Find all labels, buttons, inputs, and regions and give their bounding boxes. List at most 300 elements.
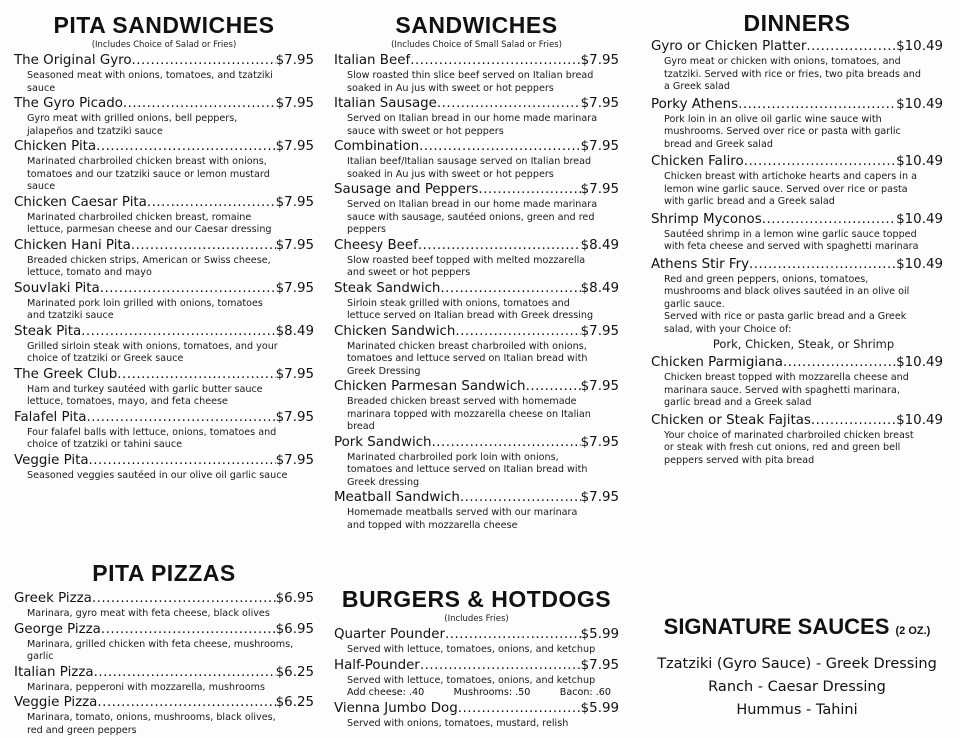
menu-item-description xyxy=(347,199,619,237)
menu-item-description xyxy=(347,644,619,657)
dot-leader xyxy=(783,355,896,371)
menu-item xyxy=(14,139,314,194)
menu-item-row xyxy=(651,39,943,55)
section-note: (Includes Choice of Small Salad or Fries) xyxy=(391,40,562,50)
menu-item-row xyxy=(334,658,619,674)
description-line: lemon wine garlic sauce. Served over rice or pasta xyxy=(664,183,908,195)
description-line: tomatoes and lettuce served on Italian bread with xyxy=(347,464,588,475)
menu-item-price: $8.49 xyxy=(580,280,619,296)
section-title: BURGERS & HOTDOGS xyxy=(341,586,612,612)
description-line: Homemade meatballs served with our marinara xyxy=(347,507,578,518)
menu-item-description xyxy=(27,384,314,409)
description-line: sauce with sausage, sautéed onions, green and red xyxy=(347,211,595,223)
dot-leader xyxy=(96,139,276,155)
menu-item xyxy=(334,281,619,323)
menu-item-description xyxy=(347,675,619,688)
description-line: Marinated charbroiled chicken breast, romaine xyxy=(27,211,252,223)
menu-item-price: $7.95 xyxy=(580,139,619,154)
menu-item-name: Falafel Pita xyxy=(14,409,87,425)
description-line: Slow roasted beef topped with melted mozzarella xyxy=(347,254,586,266)
menu-item-row xyxy=(334,435,619,451)
menu-item xyxy=(651,154,943,209)
menu-item-price: $7.95 xyxy=(580,379,619,394)
menu-item-row xyxy=(651,257,943,273)
menu-item-row xyxy=(334,238,619,254)
section-title: SANDWICHES xyxy=(395,12,558,38)
description-line: Marinated pork loin grilled with onions, tomatoes xyxy=(27,297,263,309)
burgers-section xyxy=(334,586,619,731)
menu-item xyxy=(334,182,619,237)
menu-item xyxy=(334,435,619,490)
menu-item xyxy=(14,281,314,323)
description-line: Served on Italian bread in our home made marinara xyxy=(347,113,598,124)
burger-addons xyxy=(347,687,611,700)
menu-item-description xyxy=(347,113,619,138)
menu-item-description xyxy=(347,298,619,323)
dot-leader xyxy=(87,410,276,426)
description-line: soaked in Au jus with sweet or hot peppers xyxy=(347,168,554,180)
description-line: Served with rice or pasta garlic bread and a Greek xyxy=(664,311,907,322)
menu-item xyxy=(14,238,314,280)
section-note: (Includes Choice of Salad or Fries) xyxy=(91,40,237,50)
dot-leader xyxy=(410,53,580,69)
menu-item-name: The Gyro Picado xyxy=(14,96,123,111)
description-line: bread and Greek salad xyxy=(664,138,773,150)
menu-item-name: Gyro or Chicken Platter xyxy=(651,39,807,54)
menu-item-name: Chicken Caesar Pita xyxy=(14,194,147,210)
description-line: Chicken breast with artichoke hearts and capers in a xyxy=(664,171,917,182)
menu-item-description xyxy=(664,229,943,254)
menu-item-row xyxy=(14,695,314,711)
addon-bacon: Bacon: .60 xyxy=(559,687,611,698)
menu-item-name: Italian Sausage xyxy=(334,96,437,111)
description-line: marinara topped with mozzarella cheese on Italian xyxy=(347,408,591,420)
menu-item-description xyxy=(27,341,314,366)
description-line: peppers xyxy=(347,224,387,235)
description-line: Chicken breast topped with mozzarella cheese and xyxy=(664,372,909,383)
menu-item-name: Veggie Pizza xyxy=(14,695,98,710)
description-line: and topped with mozzarella cheese xyxy=(347,519,518,531)
menu-item-price: $6.95 xyxy=(275,591,314,606)
pita-pizza-list xyxy=(14,591,314,737)
menu-item-name: Chicken Faliro xyxy=(651,154,744,169)
menu-item xyxy=(334,379,619,434)
description-line: choice of tzatziki or Greek sauce xyxy=(27,353,184,364)
dot-leader xyxy=(131,238,276,254)
menu-item-description xyxy=(347,156,619,181)
sandwiches-section xyxy=(334,12,619,533)
burger-list xyxy=(334,627,619,730)
menu-item-row xyxy=(334,96,619,112)
menu-item xyxy=(651,97,943,152)
menu-item-description xyxy=(27,608,314,621)
menu-item-price: $7.95 xyxy=(580,434,619,450)
menu-item-row xyxy=(334,701,619,717)
menu-item-name: The Original Gyro xyxy=(14,53,132,68)
menu-item-description xyxy=(347,396,619,434)
description-line: choice of tzatziki or tahini sauce xyxy=(27,439,183,450)
description-line: with garlic bread and a Greek salad xyxy=(664,196,835,207)
menu-item-row xyxy=(651,212,943,228)
description-line: Ham and turkey sautéed with garlic butter sauce xyxy=(27,383,263,395)
description-line: lettuce served on Italian bread with Greek dressing xyxy=(347,310,594,321)
description-line: Served with lettuce, tomatoes, onions, and ketchup xyxy=(347,674,596,686)
description-line: Sautéed shrimp in a lemon wine garlic sauce topped xyxy=(664,228,917,240)
sauce-line: Ranch - Caesar Dressing xyxy=(708,679,886,695)
dot-leader xyxy=(445,627,581,643)
menu-item xyxy=(14,96,314,138)
description-line: lettuce, tomato and mayo xyxy=(27,267,152,278)
menu-item-row xyxy=(334,379,619,395)
menu-item-row xyxy=(334,490,619,506)
menu-item-price: $10.49 xyxy=(896,154,943,169)
menu-item-name: Steak Sandwich xyxy=(334,280,441,296)
menu-item xyxy=(334,53,619,95)
menu-item-row xyxy=(334,182,619,198)
menu-item-description xyxy=(27,70,314,95)
dot-leader xyxy=(117,367,275,383)
menu-item-name: Meatball Sandwich xyxy=(334,490,460,505)
description-line: lettuce, parmesan cheese and our Caesar dressing xyxy=(27,224,272,235)
protein-choice: Pork, Chicken, Steak, or Shrimp xyxy=(712,337,895,351)
description-line: Served with onions, tomatoes, mustard, relish xyxy=(347,717,569,729)
dot-leader xyxy=(460,490,581,506)
description-line: sauce with sweet or hot peppers xyxy=(347,125,504,137)
menu-item-price: $7.95 xyxy=(275,452,314,468)
menu-item-description xyxy=(347,507,619,532)
menu-item-price: $10.49 xyxy=(896,96,943,112)
menu-item-row xyxy=(14,665,314,681)
menu-item xyxy=(334,627,619,657)
description-line: garlic sauce. xyxy=(664,298,725,310)
menu-item-description xyxy=(27,113,314,138)
menu-item-name: Sausage and Peppers xyxy=(334,182,479,197)
dot-leader xyxy=(749,257,896,273)
description-line: lettuce, tomatoes, mayo, and feta cheese xyxy=(27,396,228,407)
menu-item-description xyxy=(27,427,314,452)
dot-leader xyxy=(744,154,896,170)
menu-item xyxy=(334,238,619,280)
description-line: mushrooms. Served over rice or pasta with garlic xyxy=(664,126,901,137)
menu-item-price: $7.95 xyxy=(580,657,619,673)
dot-leader xyxy=(132,53,276,69)
menu-item xyxy=(334,658,619,688)
description-line: mushrooms and black olives sautéed in an olive oil xyxy=(664,286,910,297)
description-line: Sirloin steak grilled with onions, tomatoes and xyxy=(347,297,570,309)
sandwich-list xyxy=(334,53,619,532)
dot-leader xyxy=(811,413,896,429)
menu-item-description xyxy=(664,56,943,94)
description-line: sauce xyxy=(27,181,56,192)
addon-cheese: Add cheese: .40 xyxy=(347,687,425,698)
menu-item-description xyxy=(27,298,314,323)
menu-item-row xyxy=(651,154,943,170)
menu-item xyxy=(334,490,619,532)
description-line: Seasoned meat with onions, tomatoes, and tzatziki xyxy=(27,70,273,81)
menu-item-price: $7.95 xyxy=(275,280,314,296)
menu-item-name: Porky Athens xyxy=(651,96,739,112)
description-line: Gyro meat or chicken with onions, tomatoes, and xyxy=(664,56,901,67)
description-line: Marinated charbroiled chicken breast with onions, xyxy=(27,156,267,167)
description-line: peppers served with pita bread xyxy=(664,454,815,466)
dot-leader xyxy=(738,97,896,113)
menu-item-description xyxy=(27,470,314,483)
description-line: Red and green peppers, onions, tomatoes, xyxy=(664,273,869,285)
menu-item-description xyxy=(347,718,619,731)
description-line: tomatoes and our tzatziki sauce or lemon mustard xyxy=(27,168,270,180)
menu-item-price: $10.49 xyxy=(896,256,943,272)
menu-item-row xyxy=(334,53,619,69)
menu-item-description xyxy=(27,212,314,237)
menu-item-description xyxy=(27,712,314,737)
dot-leader xyxy=(526,379,581,395)
description-line: tomatoes and lettuce served on Italian bread with xyxy=(347,353,588,364)
menu-item-name: Athens Stir Fry xyxy=(651,256,750,272)
menu-item xyxy=(651,212,943,254)
menu-item-price: $7.95 xyxy=(275,366,314,382)
menu-item-name: Veggie Pita xyxy=(14,452,89,468)
sauces-title xyxy=(651,614,943,644)
menu-item-description xyxy=(27,639,314,664)
menu-item-row xyxy=(14,238,314,254)
menu-item xyxy=(334,324,619,379)
dot-leader xyxy=(806,39,896,55)
description-line: Marinara, pepperoni with mozzarella, mushrooms xyxy=(27,681,265,693)
description-line: jalapeños and tzatziki sauce xyxy=(27,125,163,137)
menu-item-price: $10.49 xyxy=(896,211,943,227)
menu-item-name: Quarter Pounder xyxy=(334,627,445,642)
menu-item xyxy=(14,367,314,409)
description-line: Slow roasted thin slice beef served on Italian bread xyxy=(347,70,594,81)
menu-item-price: $6.25 xyxy=(275,695,314,710)
dot-leader xyxy=(101,622,276,638)
pita-sandwiches-section xyxy=(14,12,314,483)
menu-item-row xyxy=(14,410,314,426)
description-line: salad, with your Choice of: xyxy=(664,323,792,335)
menu-item xyxy=(14,665,314,695)
dot-leader xyxy=(419,139,581,155)
description-line: or steak with fresh cut onions, red and green bell xyxy=(664,442,901,453)
dot-leader xyxy=(81,324,275,340)
description-line: and tzatziki sauce xyxy=(27,310,114,321)
menu-item-description xyxy=(347,341,619,379)
menu-item-price: $8.49 xyxy=(275,323,314,339)
menu-item-price: $7.95 xyxy=(580,490,619,505)
menu-item xyxy=(651,39,943,94)
menu-item-row xyxy=(14,281,314,297)
menu-item-row xyxy=(14,453,314,469)
description-line: garlic bread and a Greek salad xyxy=(664,397,812,408)
sauce-list xyxy=(651,653,943,722)
dot-leader xyxy=(437,96,581,112)
menu-item-row xyxy=(14,367,314,383)
menu-item xyxy=(14,622,314,664)
pita-sandwich-list xyxy=(14,53,314,482)
sauces-title-text: SIGNATURE SAUCES xyxy=(663,614,890,639)
dot-leader xyxy=(100,281,276,297)
menu-item-row xyxy=(14,622,314,638)
menu-item-row xyxy=(14,53,314,69)
menu-item xyxy=(651,355,943,410)
menu-item xyxy=(334,701,619,731)
dinner-list xyxy=(651,39,943,467)
description-line: with feta cheese and served with spaghetti marinara xyxy=(664,241,919,252)
menu-item-price: $7.95 xyxy=(580,323,619,339)
description-line: garlic xyxy=(27,651,54,662)
menu-item xyxy=(14,53,314,95)
menu-item-description xyxy=(347,452,619,490)
description-line: Greek Dressing xyxy=(347,365,421,377)
menu-item-row xyxy=(334,139,619,155)
description-line: and sweet or hot peppers xyxy=(347,267,471,278)
menu-item-description xyxy=(664,114,943,152)
description-line: Your choice of marinated charbroiled chicken breast xyxy=(664,429,914,441)
menu-item-description xyxy=(664,171,943,209)
menu-item-name: Chicken Parmesan Sandwich xyxy=(334,379,526,394)
menu-item-price: $7.95 xyxy=(580,53,619,68)
menu-item-price: $7.95 xyxy=(275,53,314,68)
dot-leader xyxy=(762,212,896,228)
menu-item-row xyxy=(651,355,943,371)
description-line: Marinated chicken breast charbroiled with onions, xyxy=(347,340,587,352)
menu-item xyxy=(14,695,314,737)
sauce-line: Tzatziki (Gyro Sauce) - Greek Dressing xyxy=(657,656,937,672)
section-note: (Includes Fries) xyxy=(444,614,509,624)
description-line: Seasoned veggies sautéed in our olive oil garlic sauce xyxy=(27,469,288,481)
description-line: a Greek salad xyxy=(664,81,731,92)
menu-item-row xyxy=(334,627,619,643)
dot-leader xyxy=(432,435,581,451)
menu-item-price: $7.95 xyxy=(275,409,314,425)
menu-item-name: Chicken Sandwich xyxy=(334,323,456,339)
menu-item xyxy=(14,324,314,366)
menu-item-description xyxy=(664,430,943,468)
description-line: tzatziki. Served with rice or fries, two pita breads and xyxy=(664,68,921,80)
menu-item-name: Chicken Parmigiana xyxy=(651,355,784,370)
menu-item-price: $10.49 xyxy=(896,355,943,370)
menu-item-description xyxy=(27,255,314,280)
dot-leader xyxy=(94,665,276,681)
menu-item-price: $7.95 xyxy=(275,96,314,111)
description-line: soaked in Au jus with sweet or hot peppers xyxy=(347,82,554,94)
menu-item xyxy=(14,410,314,452)
description-line: bread xyxy=(347,421,375,432)
menu-item-name: Steak Pita xyxy=(14,323,82,339)
description-line: red and green peppers xyxy=(27,724,137,736)
description-line: Breaded chicken strips, American or Swiss cheese, xyxy=(27,254,271,266)
menu-item-description xyxy=(27,156,314,194)
dot-leader xyxy=(478,182,580,198)
menu-item-name: The Greek Club xyxy=(14,366,118,382)
menu-item xyxy=(651,413,943,468)
menu-item-name: Vienna Jumbo Dog xyxy=(334,700,458,716)
menu-item-price: $5.99 xyxy=(580,700,619,716)
menu-item-price: $6.95 xyxy=(275,621,314,637)
dot-leader xyxy=(458,701,581,717)
dot-leader xyxy=(92,591,276,607)
menu-item-description xyxy=(27,682,314,695)
menu-item-name: Chicken Hani Pita xyxy=(14,237,131,253)
menu-item-price: $7.95 xyxy=(275,139,314,154)
menu-item xyxy=(14,591,314,621)
menu-item-name: Half-Pounder xyxy=(334,657,420,673)
sauce-line: Hummus - Tahini xyxy=(736,702,858,718)
menu-item-row xyxy=(334,281,619,297)
menu-item-name: Souvlaki Pita xyxy=(14,280,100,296)
menu-item-price: $7.95 xyxy=(580,96,619,111)
dot-leader xyxy=(418,238,581,254)
menu-item xyxy=(334,96,619,138)
description-line: Served with lettuce, tomatoes, onions, and ketchup xyxy=(347,644,596,655)
description-line: Marinara, grilled chicken with feta cheese, mushrooms, xyxy=(27,638,294,650)
menu-item xyxy=(14,195,314,237)
menu-item-name: George Pizza xyxy=(14,621,101,637)
menu-item-price: $7.95 xyxy=(275,194,314,210)
description-line: Served on Italian bread in our home made marinara xyxy=(347,199,598,210)
menu-item-name: Chicken Pita xyxy=(14,139,97,154)
menu-item-row xyxy=(651,413,943,429)
dot-leader xyxy=(440,281,580,297)
description-line: Marinara, gyro meat with feta cheese, black olives xyxy=(27,608,270,619)
dot-leader xyxy=(147,195,276,211)
signature-sauces-section xyxy=(651,614,943,722)
sauces-size: (2 OZ.) xyxy=(895,625,931,637)
section-title: DINNERS xyxy=(743,10,851,36)
dot-leader xyxy=(455,324,580,340)
menu-item-description xyxy=(664,372,943,410)
menu-item-name: Combination xyxy=(334,139,420,154)
menu-item-name: Chicken or Steak Fajitas xyxy=(651,412,811,428)
dot-leader xyxy=(123,96,276,112)
dot-leader xyxy=(97,695,275,711)
menu-item-price: $10.49 xyxy=(896,412,943,428)
menu-item-name: Cheesy Beef xyxy=(334,237,418,253)
menu-item-row xyxy=(14,195,314,211)
menu-item-row xyxy=(334,324,619,340)
menu-item-row xyxy=(14,96,314,112)
menu-item-price: $8.49 xyxy=(580,237,619,253)
menu-item-name: Italian Pizza xyxy=(14,664,94,680)
description-line: Breaded chicken breast served with homemade xyxy=(347,396,577,407)
menu-item-price: $6.25 xyxy=(275,664,314,680)
menu-item-row xyxy=(651,97,943,113)
description-line: Grilled sirloin steak with onions, tomatoes, and your xyxy=(27,340,278,352)
pita-pizzas-section xyxy=(14,560,314,738)
dot-leader xyxy=(420,658,581,674)
menu-item-price: $7.95 xyxy=(580,182,619,197)
menu-item-row xyxy=(14,591,314,607)
addon-mushrooms: Mushrooms: .50 xyxy=(453,687,531,698)
menu-item-name: Shrimp Myconos xyxy=(651,211,762,227)
menu-item-name: Greek Pizza xyxy=(14,591,92,606)
description-line: Gyro meat with grilled onions, bell peppers, xyxy=(27,113,238,124)
menu-item-description xyxy=(347,255,619,280)
menu-item-price: $5.99 xyxy=(580,627,619,642)
description-line: Pork loin in an olive oil garlic wine sauce with xyxy=(664,113,882,125)
menu-item-description xyxy=(664,274,943,353)
description-line: Italian beef/Italian sausage served on Italian bread xyxy=(347,156,592,167)
menu-item-price: $10.49 xyxy=(896,39,943,54)
description-line: Four falafel balls with lettuce, onions, tomatoes and xyxy=(27,426,277,438)
menu-item-name: Italian Beef xyxy=(334,53,411,68)
menu-item-price: $7.95 xyxy=(275,237,314,253)
description-line: marinara sauce. Served with spaghetti marinara, xyxy=(664,384,900,396)
section-title: PITA PIZZAS xyxy=(92,560,236,586)
section-title: PITA SANDWICHES xyxy=(53,12,275,38)
description-line: Marinara, tomato, onions, mushrooms, black olives, xyxy=(27,712,276,723)
menu-item-row xyxy=(14,324,314,340)
menu-item-description xyxy=(347,70,619,95)
